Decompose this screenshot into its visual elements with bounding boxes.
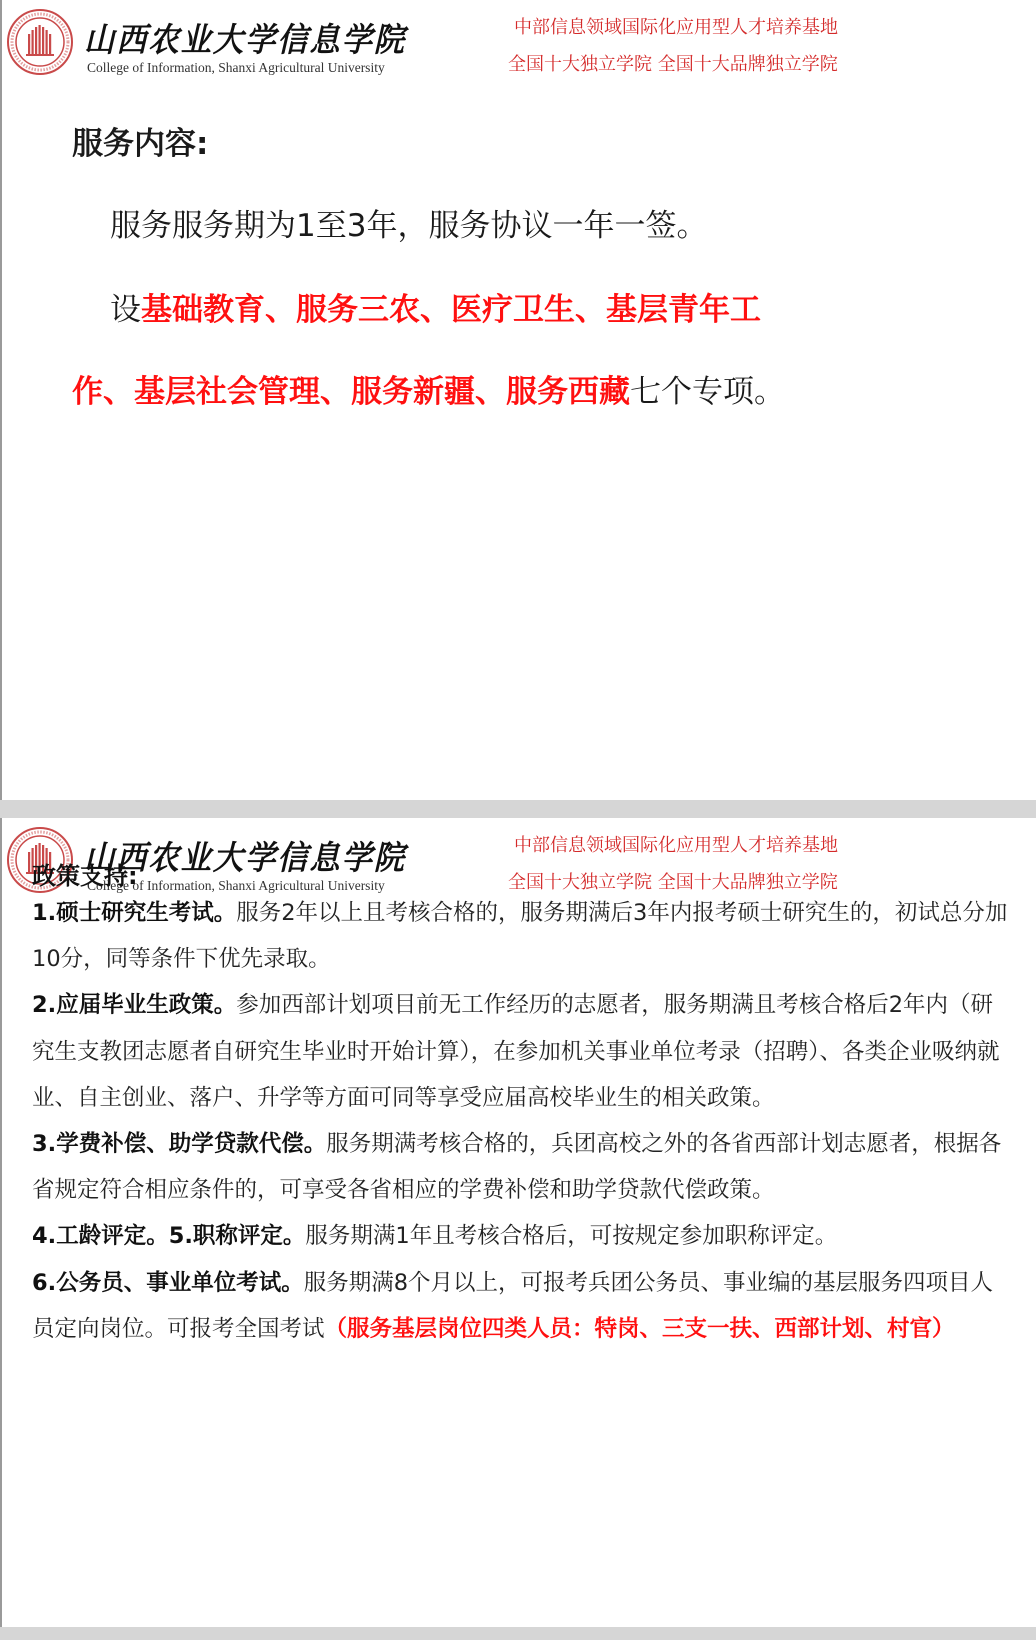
policy-heading: 4.工龄评定。5.职称评定。 bbox=[32, 1223, 306, 1250]
service-period-text: 服务服务期为1至3年，服务协议一年一签。 bbox=[110, 208, 708, 244]
projects-prefix: 设 bbox=[110, 292, 141, 328]
policy-heading: 2.应届毕业生政策。 bbox=[32, 992, 237, 1019]
logo-english-name: College of Information, Shanxi Agricultural University bbox=[87, 60, 385, 75]
tagline-ranking: 全国十大独立学院 全国十大品牌独立学院 bbox=[508, 872, 838, 893]
tagline-ranking: 全国十大独立学院 全国十大品牌独立学院 bbox=[508, 54, 838, 75]
logo-english-name: College of Information, Shanxi Agricultural University bbox=[87, 878, 385, 893]
slide-policy-support bbox=[0, 818, 1036, 1627]
policy-item bbox=[32, 982, 1012, 1121]
college-seal-icon bbox=[6, 8, 74, 76]
policy-heading: 1.硕士研究生考试。 bbox=[32, 900, 237, 926]
policy-text: 参加西部计划项目前无工作经历的志愿者，服务期满且考核合格后2年内（研究生支教团志愿者自研究生毕业时开始计算），在参加机关事业单位考录（招聘）、各类企业吸纳就业、自主创业、落户、升学等方面可同等享受应届高校毕业生的相关政策。 bbox=[32, 992, 1000, 1111]
slide-separator bbox=[0, 1627, 1036, 1640]
policy-heading: 3.学费补偿、助学贷款代偿。 bbox=[32, 1131, 327, 1158]
tagline-base: 中部信息领域国际化应用型人才培养基地 bbox=[514, 835, 838, 856]
policy-item bbox=[32, 1121, 1012, 1213]
section-title: 服务内容: bbox=[72, 126, 209, 162]
policy-text: 服务2年以上且考核合格的，服务期满后3年内报考硕士研究生的，初试总分加10分，同等条件下优先录取。 bbox=[32, 900, 1008, 973]
projects-highlight-cont: 作、基层社会管理、服务新疆、服务西藏 bbox=[72, 374, 630, 410]
slide-service-content bbox=[0, 0, 1036, 800]
policy-highlight: （服务基层岗位四类人员：特岗、三支一扶、西部计划、村官） bbox=[324, 1315, 955, 1342]
policy-item bbox=[32, 1260, 1012, 1352]
policy-item bbox=[32, 1213, 1012, 1259]
projects-text-line-2 bbox=[72, 366, 785, 411]
logo-chinese-name: 山西农业大学信息学院 bbox=[84, 20, 406, 59]
policy-text: 服务期满1年且考核合格后，可按规定参加职称评定。 bbox=[305, 1223, 838, 1250]
college-logo bbox=[4, 2, 404, 82]
section-title: 政策支持: bbox=[32, 862, 138, 890]
policy-item bbox=[32, 890, 1012, 982]
policy-text: 服务期满8个月以上，可报考兵团公务员、事业编的基层服务四项目人员定向岗位。可报考全国考试 bbox=[32, 1269, 994, 1342]
projects-text-line-1 bbox=[110, 284, 761, 329]
tagline-base: 中部信息领域国际化应用型人才培养基地 bbox=[514, 17, 838, 38]
projects-suffix: 七个专项。 bbox=[630, 374, 785, 410]
logo-chinese-name: 山西农业大学信息学院 bbox=[84, 838, 406, 877]
slide-separator bbox=[0, 800, 1036, 818]
policy-list bbox=[32, 890, 1012, 1352]
projects-highlight: 基础教育、服务三农、医疗卫生、基层青年工 bbox=[141, 292, 761, 328]
policy-heading: 6.公务员、事业单位考试。 bbox=[32, 1269, 304, 1296]
policy-text: 服务期满考核合格的，兵团高校之外的各省西部计划志愿者，根据各省规定符合相应条件的，可享受各省相应的学费补偿和助学贷款代偿政策。 bbox=[32, 1131, 1002, 1204]
